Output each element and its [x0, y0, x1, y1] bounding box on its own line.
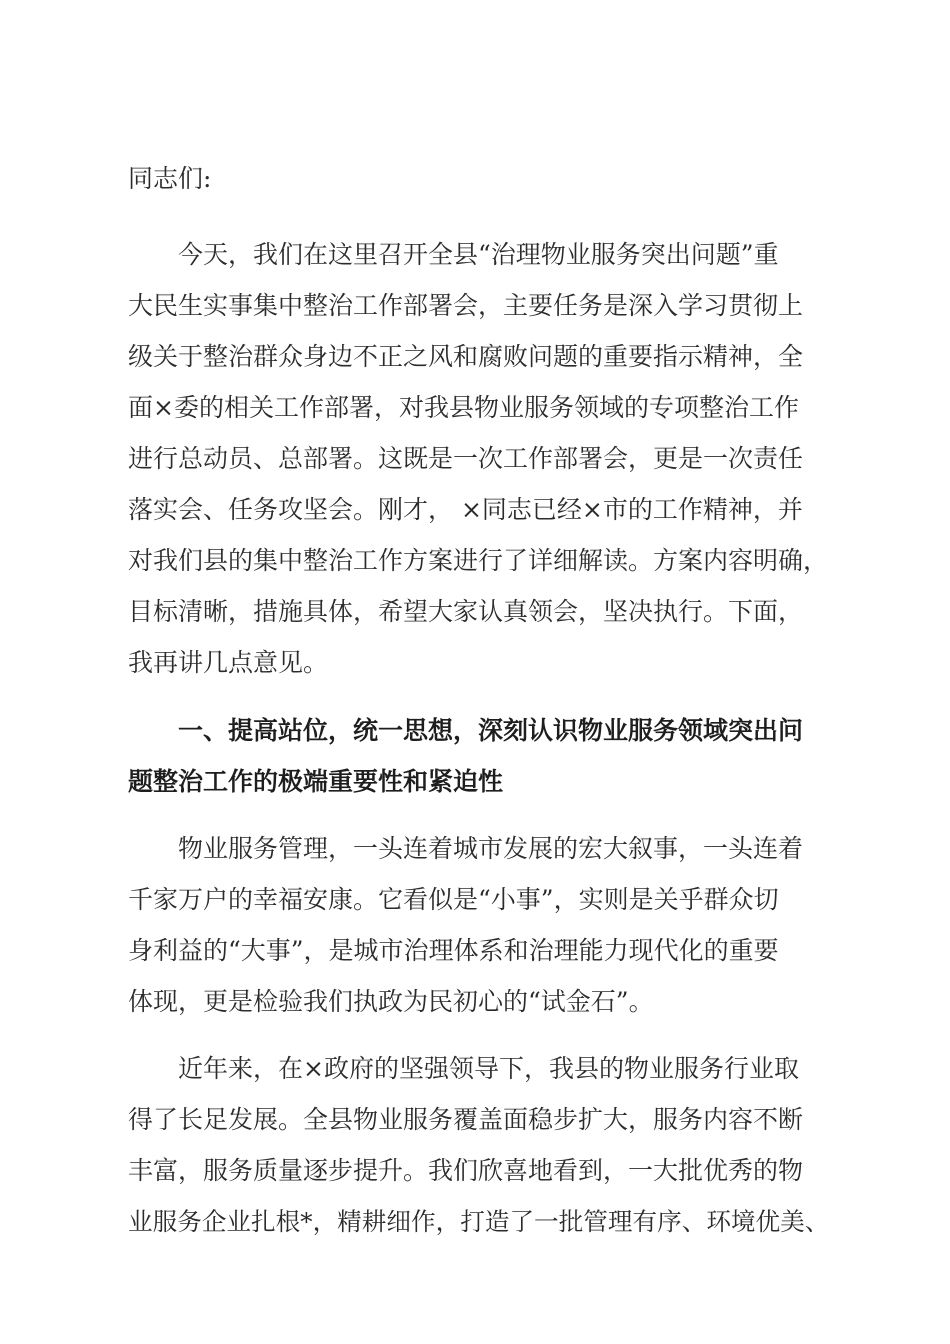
paragraph-1-line-3: 级关于整治群众身边不正之风和腐败问题的重要指示精神，全 — [128, 342, 804, 371]
paragraph-1-line-5: 进行总动员、总部署。这既是一次工作部署会，更是一次责任 — [128, 444, 804, 473]
paragraph-3-line-1: 近年来，在×政府的坚强领导下，我县的物业服务行业取 — [178, 1054, 799, 1083]
paragraph-2-line-2: 千家万户的幸福安康。它看似是“小事”，实则是关乎群众切 — [128, 885, 779, 914]
salutation: 同志们: — [128, 164, 212, 193]
paragraph-3-line-3: 丰富，服务质量逐步提升。我们欣喜地看到，一大批优秀的物 — [128, 1156, 804, 1185]
paragraph-1-line-9: 我再讲几点意见。 — [128, 648, 329, 677]
paragraph-1-line-4: 面×委的相关工作部署，对我县物业服务领域的专项整治工作 — [128, 393, 799, 422]
section-heading-1-line-2: 题整治工作的极端重要性和紧迫性 — [128, 767, 504, 796]
paragraph-1-line-7: 对我们县的集中整治工作方案进行了详细解读。方案内容明确， — [128, 546, 829, 575]
section-heading-1-line-1: 一、提高站位，统一思想，深刻认识物业服务领域突出问 — [178, 716, 804, 745]
paragraph-3-line-2: 得了长足发展。全县物业服务覆盖面稳步扩大，服务内容不断 — [128, 1105, 804, 1134]
paragraph-3-line-4: 业服务企业扎根*，精耕细作，打造了一批管理有序、环境优美、 — [128, 1207, 830, 1236]
paragraph-1-line-2: 大民生实事集中整治工作部署会，主要任务是深入学习贯彻上 — [128, 291, 804, 320]
paragraph-1-line-1: 今天，我们在这里召开全县“治理物业服务突出问题”重 — [178, 240, 779, 269]
paragraph-1-line-8: 目标清晰，措施具体，希望大家认真领会，坚决执行。下面， — [128, 597, 804, 626]
paragraph-2-line-4: 体现，更是检验我们执政为民初心的“试金石”。 — [128, 987, 654, 1016]
paragraph-1-line-6: 落实会、任务攻坚会。刚才， ×同志已经×市的工作精神，并 — [128, 495, 803, 524]
paragraph-2-line-1: 物业服务管理，一头连着城市发展的宏大叙事，一头连着 — [178, 834, 804, 863]
paragraph-2-line-3: 身利益的“大事”，是城市治理体系和治理能力现代化的重要 — [128, 936, 779, 965]
